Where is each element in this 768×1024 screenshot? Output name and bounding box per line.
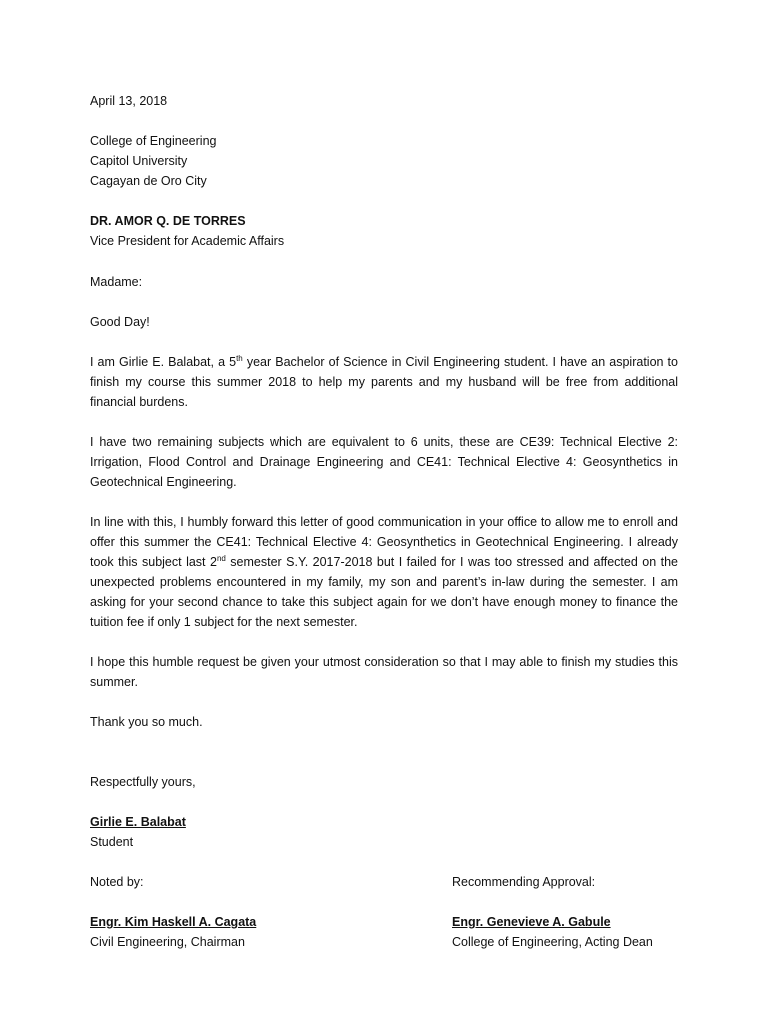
- chairman-name: Engr. Kim Haskell A. Cagata: [90, 915, 257, 929]
- address-line: Cagayan de Oro City: [90, 174, 207, 188]
- ordinal-suffix: th: [236, 353, 243, 363]
- noted-by-signature-block: [90, 912, 256, 952]
- letter-date: April 13, 2018: [90, 94, 168, 108]
- noted-by-label: Noted by:: [90, 875, 144, 889]
- closing: Respectfully yours,: [90, 775, 196, 789]
- sender-role: Student: [90, 835, 134, 849]
- paragraph-text: year Bachelor of Science in Civil Engineering student. I have an aspiration to finish my course this summer 2018 to help my parents and my husband will be free from additional financial burdens.: [90, 355, 678, 409]
- recipient-name: DR. AMOR Q. DE TORRES: [90, 214, 246, 228]
- paragraph-text: semester S.Y. 2017-2018 but I failed for I was too stressed and affected on the unexpected problems encountered in my family, my son and parent’s in-law during the semester. I am asking for your second chance to take this subject again for we don’t have enough money to finance the tuition fee if only 1 subject for the next semester.: [90, 555, 678, 629]
- dean-name: Engr. Genevieve A. Gabule: [452, 915, 611, 929]
- dean-role: College of Engineering, Acting Dean: [452, 935, 653, 949]
- recommending-approval-label: Recommending Approval:: [452, 875, 596, 889]
- greeting: Good Day!: [90, 315, 150, 329]
- paragraph-text: In line with this, I humbly forward this letter of good communication in your office to allow me to enroll and offer this summer the CE41: Technical Elective 4: Geosynthetics in Geotechnical Engineering. I already took this subject last 2: [90, 515, 678, 569]
- recommending-signature-block: [452, 912, 653, 952]
- ordinal-suffix: nd: [216, 553, 226, 563]
- sender-name: Girlie E. Balabat: [90, 815, 186, 829]
- thank-you-line: Thank you so much.: [90, 715, 203, 729]
- chairman-role: Civil Engineering, Chairman: [90, 935, 245, 949]
- paragraph-text: I am Girlie E. Balabat, a 5: [90, 355, 237, 369]
- sender-signature-block: [90, 812, 678, 852]
- body-paragraph-2: I have two remaining subjects which are equivalent to 6 units, these are CE39: Technical Elective 2: Irrigation, Flood Control and Drainage Engineering and CE41: Technical Elective 4: Geosynthetics in Geotechnical Engineering.: [90, 435, 678, 489]
- recipient-block: [90, 211, 678, 251]
- recipient-title: Vice President for Academic Affairs: [90, 234, 285, 248]
- body-paragraph-4: I hope this humble request be given your utmost consideration so that I may able to finish my studies this summer.: [90, 655, 678, 689]
- salutation: Madame:: [90, 275, 143, 289]
- address-line: Capitol University: [90, 154, 188, 168]
- body-paragraph-3: [90, 512, 678, 632]
- body-paragraph-1: [90, 352, 678, 412]
- recipient-address: [90, 131, 678, 191]
- address-line: College of Engineering: [90, 134, 217, 148]
